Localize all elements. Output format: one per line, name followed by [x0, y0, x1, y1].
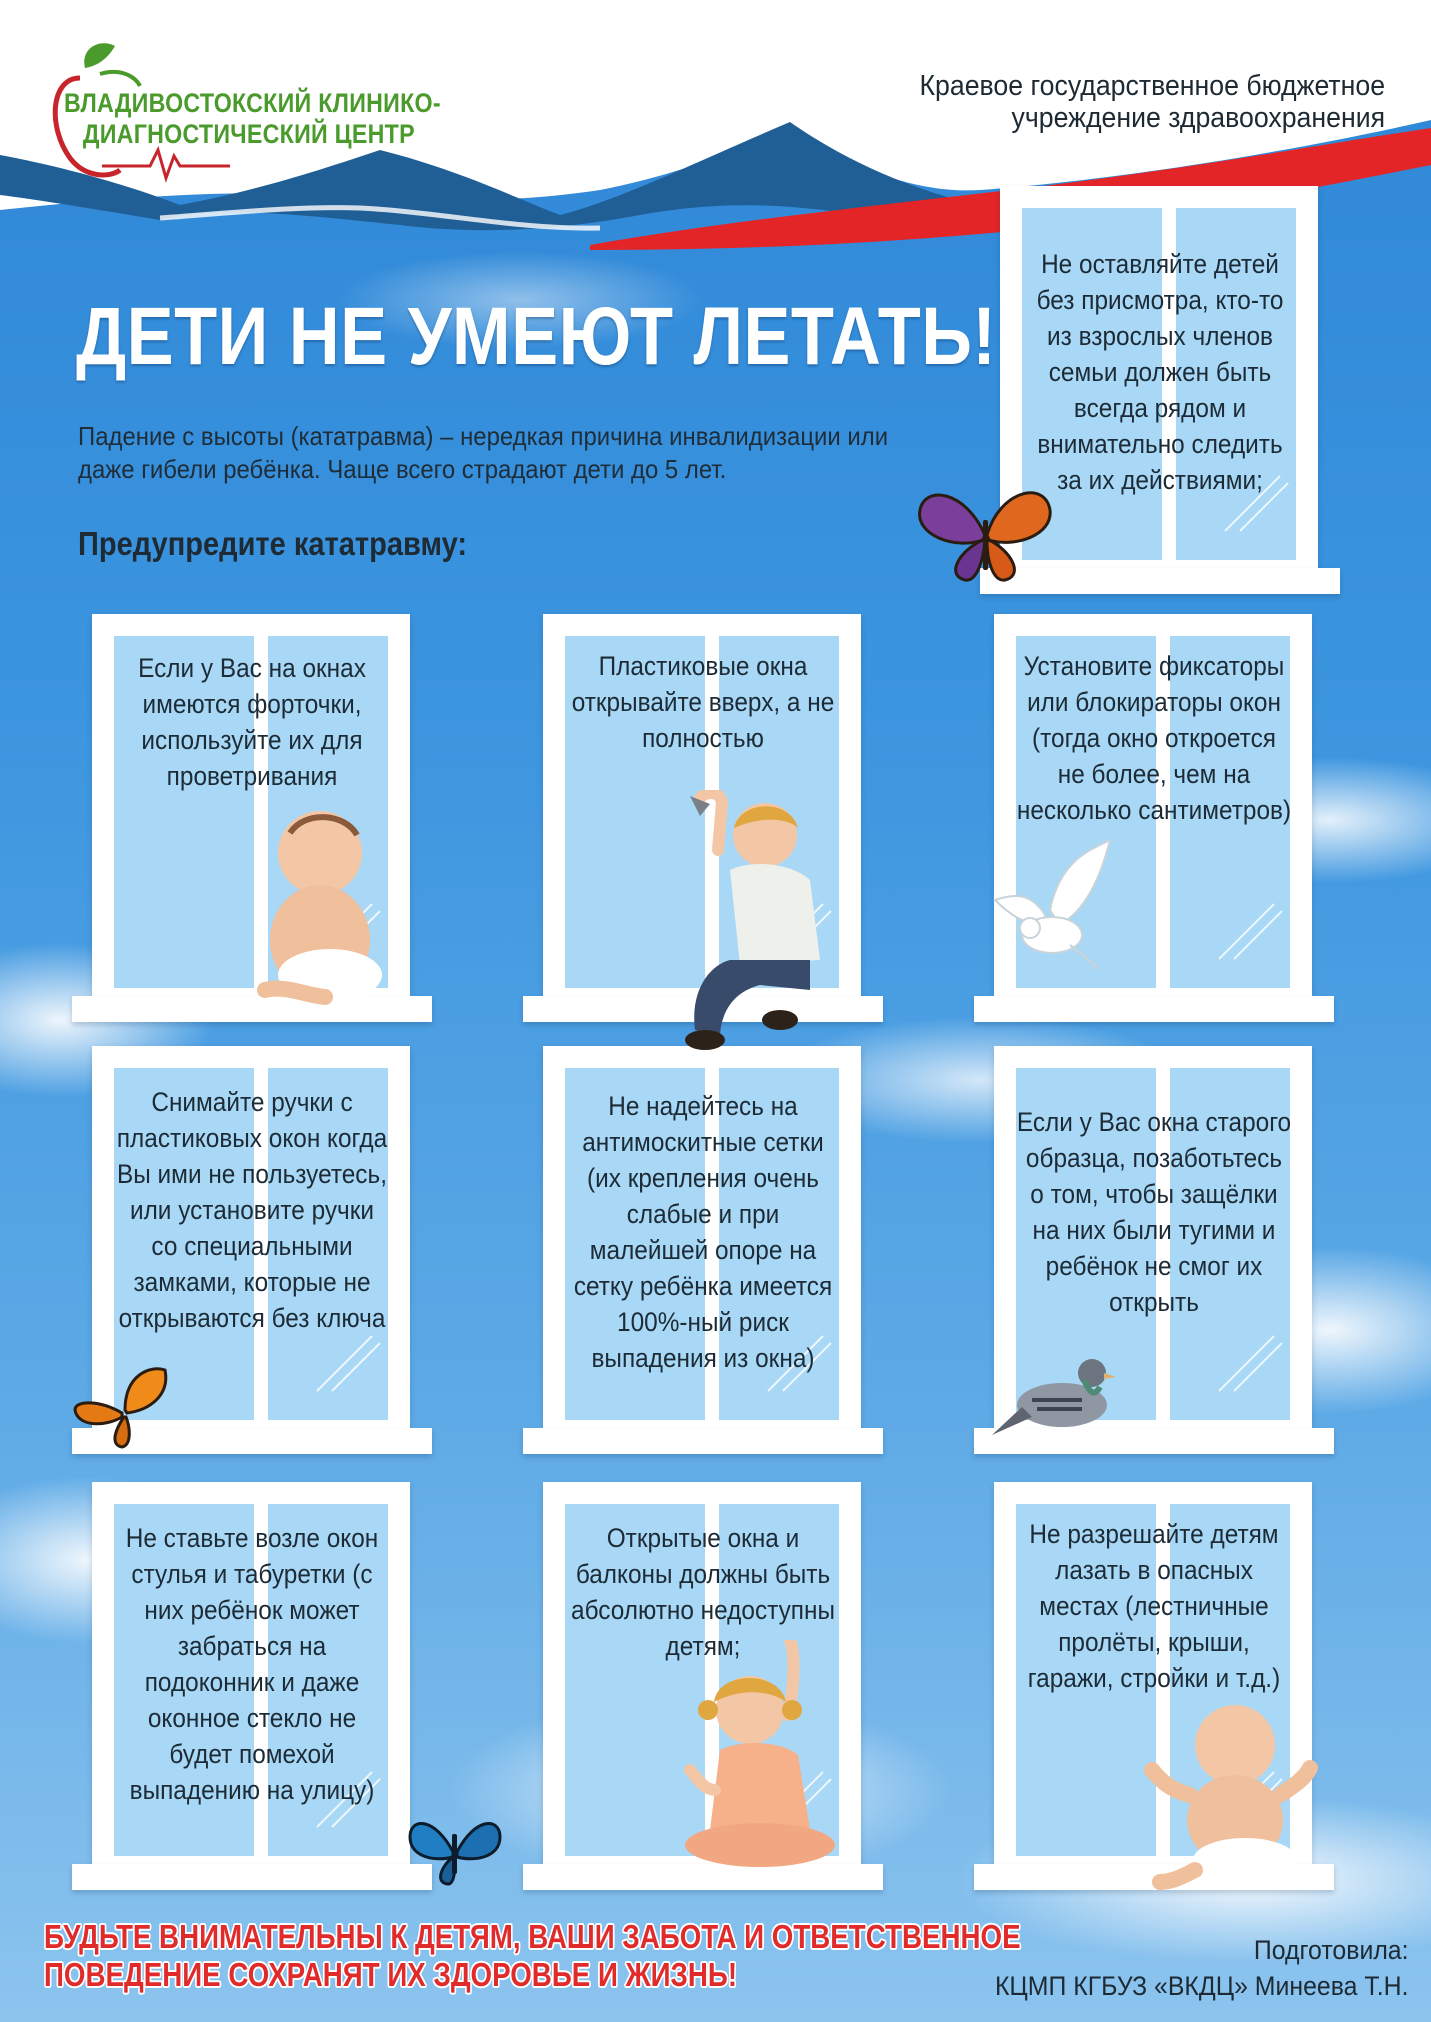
window-tip: Пластиковые окна открывайте вверх, а не полностью: [571, 651, 835, 753]
glass-glare: [1214, 1326, 1284, 1396]
window-tip: Если у Вас окна старого образца, позаботьтесь о том, чтобы защёлки на них были тугими и ребёнок не смог их открыть: [1016, 1107, 1292, 1317]
slogan-line-2: ПОВЕДЕНИЕ СОХРАНЯТ ИХ ЗДОРОВЬЕ И ЖИЗНЬ!: [44, 1956, 738, 1993]
butterfly-icon: [915, 480, 1055, 590]
window-tip: Снимайте ручки с пластиковых окон когда Вы ими не пользуетесь, или установите ручки со специальными замками, которые не открываются без ключа: [116, 1087, 388, 1333]
window-tip: Не разрешайте детям лазать в опасных местах (лестничные пролёты, крыши, гаражи, стройки и т.д.): [1027, 1519, 1281, 1693]
intro-line-1: Падение с высоты (кататравма) – нередкая причина инвалидизации или: [78, 421, 889, 451]
organization-name: [919, 70, 1385, 134]
intro-text: [78, 420, 906, 486]
child-icon: [660, 790, 850, 1060]
window-tip: Не ставьте возле окон стулья и табуретки (с них ребёнок может забраться на подоконник и даже оконное стекло не будет помехой выпадению на улицу): [125, 1523, 379, 1805]
credit: [995, 1932, 1409, 2004]
dove-icon: [990, 840, 1120, 980]
window-sill: [974, 996, 1334, 1022]
baby-icon: [245, 805, 395, 1005]
credit-line-1: Подготовила:: [1254, 1935, 1409, 1965]
glass-glare: [312, 1326, 382, 1396]
org-line-2: учреждение здравоохранения: [1011, 102, 1385, 134]
window-sill: [523, 1428, 883, 1454]
logo-line-2: ДИАГНОСТИЧЕСКИЙ ЦЕНТР: [82, 119, 415, 149]
org-line-1: Краевое государственное бюджетное: [919, 70, 1385, 102]
baby-icon: [1140, 1700, 1320, 1890]
window-tip: Не надейтесь на антимоскитные сетки (их крепления очень слабые и при малейшей опоре на сетку ребёнка имеется 100%-ный риск выпадения из окна): [573, 1091, 833, 1373]
window-tip: Если у Вас на окнах имеются форточки, используйте их для проветривания: [138, 653, 366, 791]
logo-line-1: ВЛАДИВОСТОКСКИЙ КЛИНИКО-: [64, 88, 441, 118]
window-card: [523, 1046, 883, 1456]
butterfly-icon: [405, 1812, 505, 1888]
glass-glare: [1214, 894, 1284, 964]
intro-line-2: даже гибели ребёнка. Чаще всего страдают дети до 5 лет.: [78, 454, 727, 484]
warning-heading: Предупредите кататравму:: [78, 525, 468, 562]
credit-line-2: КЦМП КГБУЗ «ВКДЦ» Минеева Т.Н.: [995, 1971, 1409, 2001]
window-card: [72, 1482, 432, 1892]
window-tip: Установите фиксаторы или блокираторы окон (тогда окно откроется не более, чем на несколько сантиметров): [1016, 651, 1292, 825]
window-tip: Открытые окна и балконы должны быть абсолютно недоступны детям;: [571, 1523, 835, 1661]
butterfly-icon: [70, 1365, 175, 1450]
window-tip: Не оставляйте детей без присмотра, кто-то из взрослых членов семьи должен быть всегда рядом и внимательно следить за их действиями;: [1036, 249, 1284, 495]
window-sill: [72, 1864, 432, 1890]
pigeon-icon: [992, 1345, 1122, 1445]
logo-text: [64, 88, 441, 150]
footer-slogan: [44, 1918, 1021, 1994]
slogan-line-1: БУДЬТЕ ВНИМАТЕЛЬНЫ К ДЕТЯМ, ВАШИ ЗАБОТА И ОТВЕТСТВЕННОЕ: [44, 1918, 1021, 1955]
page-title: ДЕТИ НЕ УМЕЮТ ЛЕТАТЬ!: [76, 291, 997, 382]
child-icon: [670, 1640, 860, 1875]
